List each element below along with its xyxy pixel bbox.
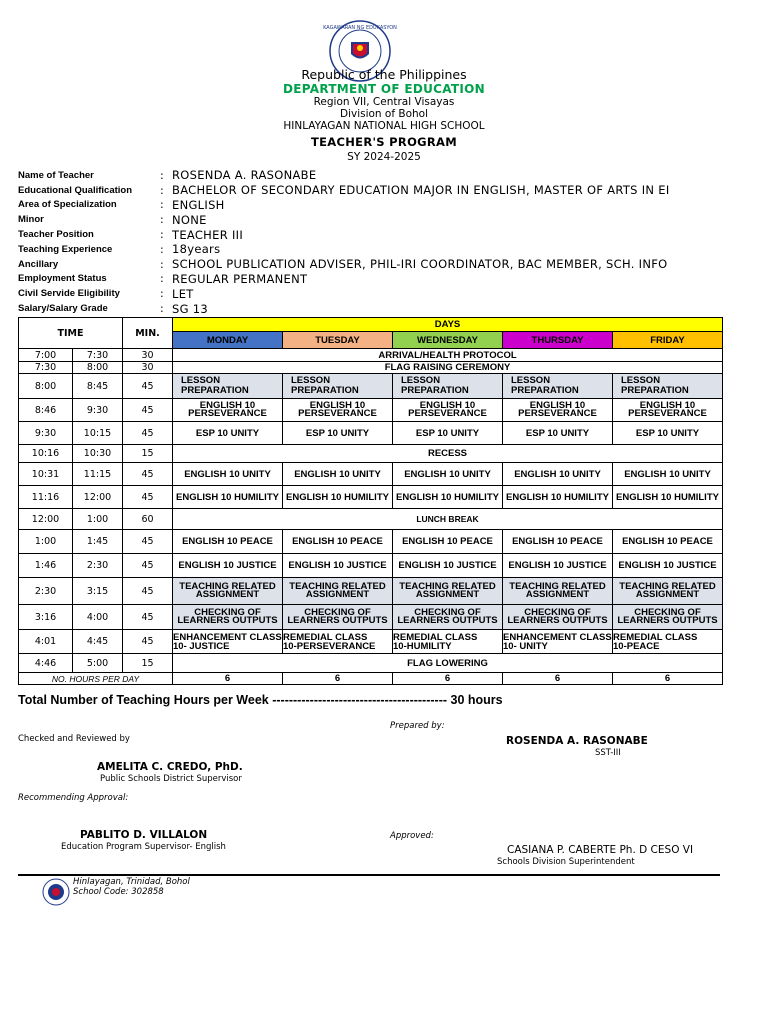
- info-value: NONE: [172, 212, 207, 227]
- time-start-cell: 12:00: [19, 509, 73, 530]
- activity-cell: TEACHING RELATED ASSIGNMENT: [173, 578, 283, 605]
- schedule-row: [19, 509, 723, 530]
- time-end-cell: 12:00: [73, 486, 123, 509]
- activity-cell: ENHANCEMENT CLASS 10- UNITY: [503, 631, 612, 652]
- activity-cell: REMEDIAL CLASS 10-PEACE: [613, 630, 723, 654]
- hours-per-day-value: 6: [283, 673, 393, 685]
- days-header: DAYS: [173, 318, 723, 332]
- approved-label: Approved:: [390, 831, 434, 841]
- activity-cell: ENGLISH 10 HUMILITY: [393, 486, 503, 509]
- activity-cell: ENGLISH 10 UNITY: [283, 463, 393, 486]
- schedule-row: [19, 349, 723, 362]
- time-min-cell: 45: [123, 605, 173, 630]
- time-header: TIME: [19, 318, 123, 349]
- region-heading: Region VII, Central Visayas: [313, 96, 455, 108]
- time-min-cell: 30: [123, 362, 173, 374]
- recommending-label: Recommending Approval:: [18, 793, 129, 803]
- activity-cell: ENGLISH 10 UNITY: [173, 463, 283, 486]
- info-colon: :: [160, 228, 164, 242]
- info-value: ENGLISH: [172, 197, 225, 212]
- info-value: SCHOOL PUBLICATION ADVISER, PHIL-IRI COORDINATOR, BAC MEMBER, SCH. INFO: [172, 257, 668, 272]
- activity-cell: CHECKING OF LEARNERS OUTPUTS: [393, 605, 503, 630]
- info-label: Employment Status: [18, 273, 107, 285]
- footer-divider: [18, 874, 720, 876]
- schedule-row: [19, 486, 723, 509]
- approver-title: Schools Division Superintendent: [497, 857, 635, 867]
- activity-cell: ENGLISH 10 PERSEVERANCE: [283, 399, 393, 422]
- time-min-cell: 45: [123, 422, 173, 445]
- info-label: Salary/Salary Grade: [18, 303, 108, 315]
- time-end-cell: 1:45: [73, 530, 123, 554]
- checker-title: Public Schools District Supervisor: [100, 774, 242, 784]
- time-min-cell: 15: [123, 445, 173, 463]
- info-colon: :: [160, 183, 164, 197]
- time-start-cell: 8:00: [19, 374, 73, 399]
- time-end-cell: 7:30: [73, 349, 123, 362]
- activity-cell: ENGLISH 10 UNITY: [393, 463, 503, 486]
- school-year: SY 2024-2025: [347, 151, 421, 163]
- activity-cell: ENGLISH 10 PERSEVERANCE: [503, 399, 613, 422]
- activity-cell: ENGLISH 10 UNITY: [503, 463, 613, 486]
- activity-cell: ENGLISH 10 PEACE: [503, 530, 613, 554]
- hours-per-day-value: 6: [503, 673, 613, 685]
- activity-cell: LESSON PREPARATION: [503, 374, 613, 399]
- division-heading: Division of Bohol: [339, 108, 429, 120]
- info-label: Minor: [18, 214, 44, 226]
- info-colon: :: [160, 242, 164, 256]
- time-min-cell: 15: [123, 654, 173, 673]
- hours-per-day-value: 6: [173, 673, 283, 685]
- schedule-row: [19, 530, 723, 554]
- activity-cell: ENHANCEMENT CLASS 10- JUSTICE: [173, 631, 282, 652]
- time-start-cell: 7:00: [19, 349, 73, 362]
- activity-cell: TEACHING RELATED ASSIGNMENT: [393, 578, 503, 605]
- day-header-thursday: THURSDAY: [503, 332, 613, 349]
- info-row: [18, 212, 718, 227]
- time-min-cell: 45: [123, 374, 173, 399]
- activity-cell: ENGLISH 10 JUSTICE: [393, 554, 503, 578]
- schedule-row: [19, 422, 723, 445]
- time-end-cell: 9:30: [73, 399, 123, 422]
- time-end-cell: 8:45: [73, 374, 123, 399]
- info-colon: :: [160, 272, 164, 286]
- info-label: Educational Qualification: [18, 184, 133, 196]
- activity-span-cell: FLAG LOWERING: [173, 654, 723, 673]
- time-start-cell: 11:16: [19, 486, 73, 509]
- schedule-row: [19, 578, 723, 605]
- time-start-cell: 4:46: [19, 654, 73, 673]
- preparer-name: ROSENDA A. RASONABE: [506, 735, 648, 747]
- activity-cell: CHECKING OF LEARNERS OUTPUTS: [503, 605, 613, 630]
- time-end-cell: 4:45: [73, 630, 123, 654]
- time-end-cell: 8:00: [73, 362, 123, 374]
- checker-name: AMELITA C. CREDO, PhD.: [97, 761, 243, 773]
- info-row: [18, 168, 718, 183]
- school-heading: HINLAYAGAN NATIONAL HIGH SCHOOL: [283, 120, 485, 132]
- time-end-cell: 3:15: [73, 578, 123, 605]
- activity-cell: ENGLISH 10 PEACE: [613, 530, 723, 554]
- schedule-row: [19, 463, 723, 486]
- info-row: [18, 301, 718, 316]
- info-row: [18, 183, 718, 198]
- schedule-row: [19, 362, 723, 374]
- time-start-cell: 4:01: [19, 630, 73, 654]
- min-header: MIN.: [123, 318, 173, 349]
- activity-cell: ENGLISH 10 PEACE: [283, 530, 393, 554]
- time-min-cell: 45: [123, 530, 173, 554]
- activity-span-cell: FLAG RAISING CEREMONY: [173, 362, 723, 374]
- info-value: ROSENDA A. RASONABE: [172, 168, 317, 183]
- info-label: Teaching Experience: [18, 243, 113, 255]
- info-value: REGULAR PERMANENT: [172, 271, 308, 286]
- footer-address: Hinlayagan, Trinidad, Bohol: [73, 877, 190, 887]
- info-row: [18, 257, 718, 272]
- info-row: [18, 242, 718, 257]
- activity-span-cell: RECESS: [173, 445, 723, 463]
- activity-cell: TEACHING RELATED ASSIGNMENT: [613, 578, 723, 605]
- teacher-info: [18, 168, 718, 316]
- time-end-cell: 4:00: [73, 605, 123, 630]
- time-end-cell: 5:00: [73, 654, 123, 673]
- activity-cell: ENGLISH 10 HUMILITY: [613, 486, 723, 509]
- activity-cell: ENGLISH 10 PEACE: [173, 530, 283, 554]
- info-label: Civil Servide Eligibility: [18, 288, 120, 300]
- time-start-cell: 7:30: [19, 362, 73, 374]
- activity-cell: TEACHING RELATED ASSIGNMENT: [503, 578, 613, 605]
- hours-per-day-value: 6: [393, 673, 503, 685]
- activity-cell: REMEDIAL CLASS 10-PERSEVERANCE: [283, 630, 393, 654]
- deped-seal-small-icon: [42, 878, 70, 906]
- time-start-cell: 10:31: [19, 463, 73, 486]
- activity-cell: ENGLISH 10 PERSEVERANCE: [393, 399, 503, 422]
- page-title: TEACHER'S PROGRAM: [311, 135, 457, 149]
- activity-cell: ENGLISH 10 PEACE: [393, 530, 503, 554]
- info-value: BACHELOR OF SECONDARY EDUCATION MAJOR IN ENGLISH, MASTER OF ARTS IN EI: [172, 183, 670, 198]
- schedule-table: [18, 317, 723, 685]
- day-header-wednesday: WEDNESDAY: [393, 332, 503, 349]
- schedule-row: [19, 554, 723, 578]
- time-start-cell: 1:00: [19, 530, 73, 554]
- activity-span-cell: LUNCH BREAK: [173, 509, 723, 530]
- info-colon: :: [160, 302, 164, 316]
- day-header-monday: MONDAY: [173, 332, 283, 349]
- activity-cell: REMEDIAL CLASS 10-HUMILITY: [393, 630, 503, 654]
- activity-cell: ENGLISH 10 PERSEVERANCE: [613, 399, 723, 422]
- info-value: 18years: [172, 242, 221, 257]
- activity-cell: LESSON PREPARATION: [613, 374, 723, 399]
- hours-per-day-label: NO. HOURS PER DAY: [19, 673, 173, 685]
- activity-cell: ENGLISH 10 UNITY: [613, 463, 723, 486]
- time-end-cell: 1:00: [73, 509, 123, 530]
- activity-cell: ENGLISH 10 JUSTICE: [613, 554, 723, 578]
- time-start-cell: 3:16: [19, 605, 73, 630]
- time-end-cell: 11:15: [73, 463, 123, 486]
- hours-per-day-value: 6: [613, 673, 723, 685]
- time-min-cell: 30: [123, 349, 173, 362]
- activity-cell: ENGLISH 10 JUSTICE: [503, 554, 613, 578]
- info-label: Name of Teacher: [18, 169, 94, 181]
- activity-cell: ENGLISH 10 JUSTICE: [283, 554, 393, 578]
- activity-cell: CHECKING OF LEARNERS OUTPUTS: [283, 605, 393, 630]
- info-row: [18, 198, 718, 213]
- department-heading: DEPARTMENT OF EDUCATION: [282, 82, 485, 96]
- info-value: LET: [172, 286, 194, 301]
- info-row: [18, 286, 718, 301]
- info-value: SG 13: [172, 301, 208, 316]
- time-start-cell: 1:46: [19, 554, 73, 578]
- schedule-row: [19, 445, 723, 463]
- time-start-cell: 9:30: [19, 422, 73, 445]
- time-min-cell: 60: [123, 509, 173, 530]
- approver-name: CASIANA P. CABERTE Ph. D CESO VI: [507, 844, 694, 856]
- schedule-row: [19, 654, 723, 673]
- activity-cell: ENGLISH 10 HUMILITY: [503, 486, 613, 509]
- activity-cell: ESP 10 UNITY: [503, 422, 613, 445]
- activity-cell: LESSON PREPARATION: [283, 374, 393, 399]
- time-start-cell: 8:46: [19, 399, 73, 422]
- time-min-cell: 45: [123, 399, 173, 422]
- info-label: Area of Specialization: [18, 199, 117, 211]
- seal-text: KAGAWARAN NG EDUKASYON: [323, 25, 397, 31]
- hours-per-day-row: [19, 673, 723, 685]
- schedule-row: [19, 399, 723, 422]
- activity-cell: ESP 10 UNITY: [613, 422, 723, 445]
- activity-cell: ENGLISH 10 HUMILITY: [283, 486, 393, 509]
- info-colon: :: [160, 287, 164, 301]
- info-row: [18, 272, 718, 287]
- time-end-cell: 2:30: [73, 554, 123, 578]
- prepared-by-label: Prepared by:: [390, 721, 445, 731]
- info-colon: :: [160, 213, 164, 227]
- republic-heading: Republic of the Philippines: [301, 67, 467, 82]
- time-min-cell: 45: [123, 578, 173, 605]
- time-end-cell: 10:15: [73, 422, 123, 445]
- day-header-friday: FRIDAY: [613, 332, 723, 349]
- info-label: Teacher Position: [18, 229, 94, 241]
- time-min-cell: 45: [123, 554, 173, 578]
- time-min-cell: 45: [123, 486, 173, 509]
- schedule-row: [19, 374, 723, 399]
- preparer-title: SST-III: [595, 748, 621, 758]
- activity-cell: ENGLISH 10 PERSEVERANCE: [173, 399, 283, 422]
- info-colon: :: [160, 168, 164, 182]
- checked-by-label: Checked and Reviewed by: [18, 734, 130, 744]
- time-start-cell: 10:16: [19, 445, 73, 463]
- total-hours: Total Number of Teaching Hours per Week ------------------------------------------ 30 hours: [18, 693, 503, 707]
- activity-cell: TEACHING RELATED ASSIGNMENT: [283, 578, 393, 605]
- day-header-tuesday: TUESDAY: [283, 332, 393, 349]
- info-colon: :: [160, 257, 164, 271]
- activity-cell: CHECKING OF LEARNERS OUTPUTS: [613, 605, 723, 630]
- info-colon: :: [160, 198, 164, 212]
- activity-cell: ENGLISH 10 HUMILITY: [173, 486, 283, 509]
- recommender-title: Education Program Supervisor- English: [61, 842, 226, 852]
- activity-cell: ENGLISH 10 JUSTICE: [173, 554, 283, 578]
- time-min-cell: 45: [123, 463, 173, 486]
- info-label: Ancillary: [18, 258, 59, 270]
- time-min-cell: 45: [123, 630, 173, 654]
- activity-cell: ESP 10 UNITY: [393, 422, 503, 445]
- activity-cell: LESSON PREPARATION: [173, 374, 283, 399]
- footer-school-code: School Code: 302858: [73, 887, 164, 897]
- schedule-row: [19, 605, 723, 630]
- recommender-name: PABLITO D. VILLALON: [80, 829, 208, 841]
- activity-cell: ESP 10 UNITY: [283, 422, 393, 445]
- activity-span-cell: ARRIVAL/HEALTH PROTOCOL: [173, 349, 723, 362]
- activity-cell: ESP 10 UNITY: [173, 422, 283, 445]
- activity-cell: CHECKING OF LEARNERS OUTPUTS: [173, 605, 283, 630]
- schedule-row: [19, 630, 723, 654]
- activity-cell: LESSON PREPARATION: [393, 374, 503, 399]
- info-value: TEACHER III: [172, 227, 244, 242]
- time-end-cell: 10:30: [73, 445, 123, 463]
- time-start-cell: 2:30: [19, 578, 73, 605]
- info-row: [18, 227, 718, 242]
